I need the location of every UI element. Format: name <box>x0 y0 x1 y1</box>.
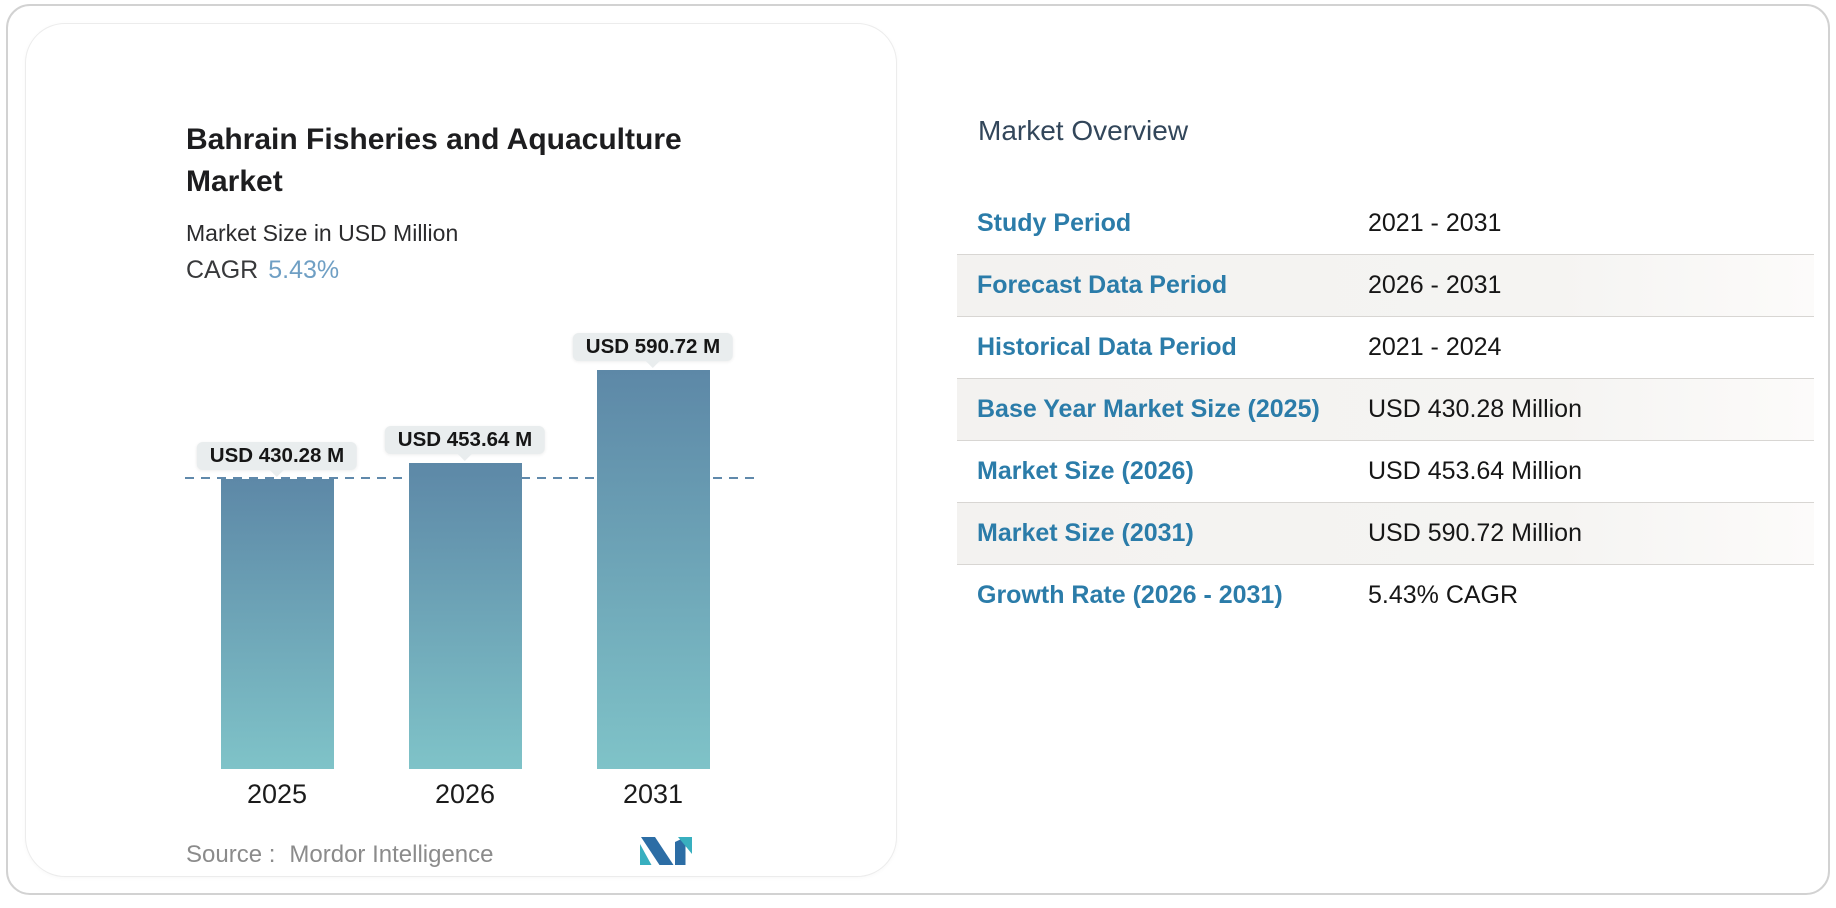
row-value: USD 430.28 Million <box>1368 395 1582 423</box>
row-value: 2021 - 2024 <box>1368 333 1502 361</box>
cagr-label: CAGR <box>186 256 259 284</box>
table-row <box>957 564 1814 626</box>
row-value: 2021 - 2031 <box>1368 208 1502 237</box>
table-row <box>957 316 1814 378</box>
row-label: Study Period <box>977 208 1132 237</box>
source-attribution <box>186 841 494 869</box>
chart-subtitle: Market Size in USD Million <box>186 220 459 246</box>
table-row <box>957 254 1814 316</box>
row-label: Market Size (2031) <box>977 519 1194 547</box>
bar-chart-plot <box>26 24 898 769</box>
row-label: Base Year Market Size (2025) <box>977 395 1320 423</box>
table-row <box>957 440 1814 502</box>
x-axis-label-2026: 2026 <box>434 779 496 809</box>
bar-value-tooltip: USD 430.28 M <box>197 442 357 470</box>
bar <box>409 463 522 769</box>
row-value: USD 453.64 Million <box>1368 457 1582 485</box>
table-row <box>957 378 1814 440</box>
chart-title: Bahrain Fisheries and Aquaculture Market <box>186 123 682 198</box>
row-label: Historical Data Period <box>977 333 1237 361</box>
table-row <box>957 192 1814 254</box>
mordor-intelligence-logo-icon <box>640 837 692 865</box>
x-axis-label-2025: 2025 <box>246 779 308 809</box>
bar-value-tooltip: USD 453.64 M <box>385 426 545 454</box>
row-value: 5.43% CAGR <box>1368 581 1519 609</box>
row-label: Growth Rate (2026 - 2031) <box>977 581 1283 609</box>
market-overview-heading: Market Overview <box>978 115 1189 146</box>
row-label: Market Size (2026) <box>977 457 1194 485</box>
row-value: 2026 - 2031 <box>1368 271 1502 299</box>
x-axis-label-2031: 2031 <box>622 779 684 809</box>
bar <box>597 370 710 769</box>
row-label: Forecast Data Period <box>977 271 1228 299</box>
bar <box>221 479 334 769</box>
source-label: Source : <box>186 841 276 868</box>
table-row <box>957 502 1814 564</box>
source-value: Mordor Intelligence <box>289 841 494 868</box>
market-overview-table <box>957 192 1814 626</box>
market-size-chart-card <box>25 23 897 877</box>
cagr-value: 5.43% <box>268 256 340 284</box>
bar-value-tooltip: USD 590.72 M <box>573 333 733 361</box>
row-value: USD 590.72 Million <box>1368 519 1582 547</box>
